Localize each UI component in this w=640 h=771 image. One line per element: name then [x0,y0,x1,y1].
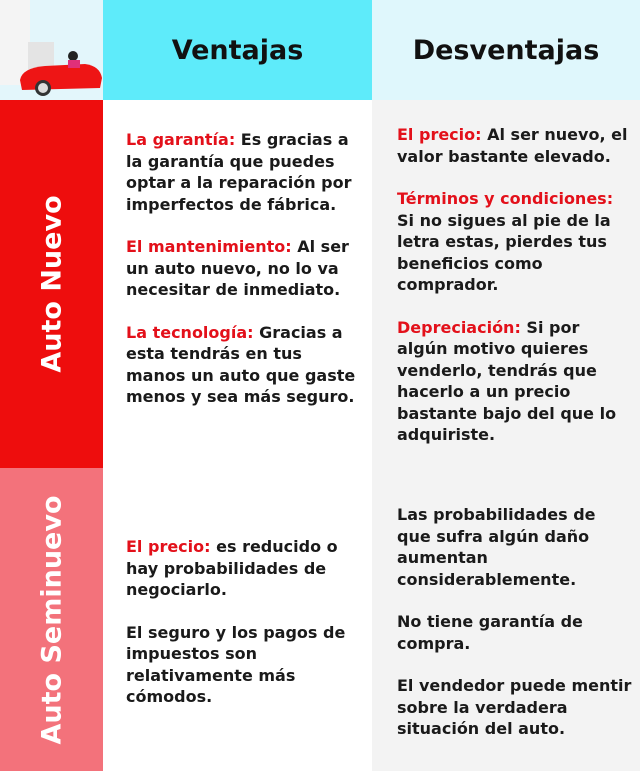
row-label-seminuevo: Auto Seminuevo [36,494,67,745]
header-desventajas: Desventajas [372,0,640,100]
item: El precio: es reducido o hay probabilidades de negociarlo. [126,537,338,599]
item: Las probabilidades de que sufra algún daño aumentan considerablemente. [397,505,596,589]
car-illustration [0,0,103,100]
item: El vendedor puede mentir sobre la verdadera situación del auto. [397,676,632,738]
item: El mantenimiento: Al ser un auto nuevo, no lo va necesitar de inmediato. [126,237,349,299]
seminuevo-ventajas [126,536,356,729]
seminuevo-desventajas [397,504,632,761]
item: Términos y condiciones: Si no sigues al pie de la letra estas, pierdes tus beneficios como comprador. [397,189,614,294]
nuevo-ventajas [126,129,356,429]
row-label-nuevo: Auto Nuevo [36,195,67,373]
item: Depreciación: Si por algún motivo quieres venderlo, tendrás que hacerlo a un precio bastante bajo del que lo adquiriste. [397,317,617,444]
row-auto-nuevo [0,100,103,468]
item: El seguro y los pagos de impuestos son relativamente más cómodos. [126,622,346,706]
item: La garantía: Es gracias a la garantía que puedes optar a la reparación por imperfectos de fábrica. [126,130,352,214]
header-ventajas: Ventajas [103,0,372,100]
item: La tecnología: Gracias a esta tendrás en tus manos un auto que gaste menos y sea más seguro. [126,322,356,406]
item: El precio: Al ser nuevo, el valor bastante elevado. [397,125,628,166]
nuevo-desventajas [397,124,632,467]
item: No tiene garantía de compra. [397,612,583,653]
row-auto-seminuevo [0,468,103,771]
